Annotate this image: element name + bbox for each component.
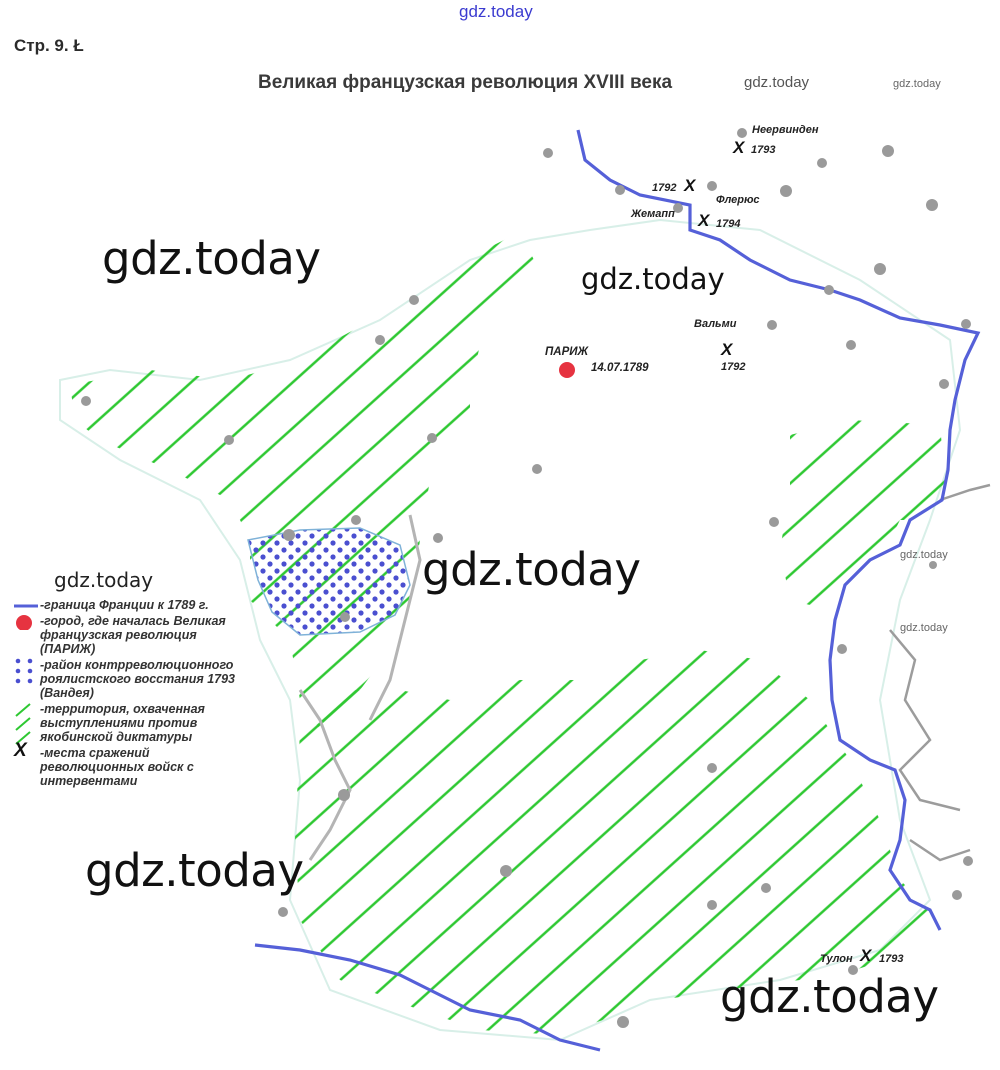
border-line-icon xyxy=(14,598,38,614)
battle-name-toulon: Тулон xyxy=(820,953,853,965)
legend-item-territory xyxy=(14,702,254,744)
legend-text-city: -город, где началась Великая французская революция (ПАРИЖ) xyxy=(40,614,226,656)
legend-item-vendee xyxy=(14,658,254,700)
battle-name-valmy: Вальми xyxy=(694,318,737,330)
red-dot-icon xyxy=(14,614,38,630)
battle-year-fleurus: 1794 xyxy=(716,218,741,230)
battle-year-jemappes: 1792 xyxy=(652,182,677,194)
battle-year-valmy: 1792 xyxy=(721,361,746,373)
battle-name-neerwinden: Неервинден xyxy=(752,124,819,136)
legend xyxy=(14,598,254,790)
map-title: Великая французская революция XVIII века xyxy=(258,72,673,93)
battle-marker: X xyxy=(698,211,710,230)
legend-text-border: -граница Франции к 1789 г. xyxy=(40,598,209,612)
watermark: gdz.today xyxy=(900,622,948,634)
legend-text-battles: -места сражений революционных войск с интервентами xyxy=(40,746,194,788)
watermark: gdz.today xyxy=(581,262,725,296)
watermark-top: gdz.today xyxy=(459,2,533,21)
battle-marker: X xyxy=(721,340,733,359)
watermark: gdz.today xyxy=(54,568,154,592)
page-label: Стр. 9. Ł xyxy=(14,36,84,55)
legend-item-border xyxy=(14,598,254,612)
paris-label: ПАРИЖ xyxy=(545,346,589,358)
legend-text-territory: -территория, охваченная выступлениями против якобинской диктатуры xyxy=(40,702,205,744)
battle-marker: X xyxy=(684,176,696,195)
legend-item-city xyxy=(14,614,254,656)
river xyxy=(940,485,990,500)
battle-year-toulon: 1793 xyxy=(879,953,904,965)
battle-marker: X xyxy=(860,946,872,965)
battle-year-neerwinden: 1793 xyxy=(751,144,776,156)
paris-dot xyxy=(559,362,575,378)
dot-pattern-icon xyxy=(14,658,38,684)
x-mark-icon: X xyxy=(14,740,27,761)
watermark: gdz.today xyxy=(102,232,321,285)
watermark: gdz.today xyxy=(422,543,641,596)
river xyxy=(910,840,970,860)
legend-item-battles xyxy=(14,740,254,788)
watermark: gdz.today xyxy=(744,74,810,91)
paris-date: 14.07.1789 xyxy=(591,362,649,374)
battle-name-fleurus: Флерюс xyxy=(716,194,760,206)
battle-marker: X xyxy=(733,138,745,157)
watermark: gdz.today xyxy=(893,78,941,90)
watermark: gdz.today xyxy=(720,970,939,1023)
watermark: gdz.today xyxy=(900,549,948,561)
legend-text-vendee: -район контрреволюционного роялистского восстания 1793 (Вандея) xyxy=(40,658,236,700)
watermark: gdz.today xyxy=(85,844,304,897)
battle-name-jemappes: Жемапп xyxy=(631,208,675,220)
